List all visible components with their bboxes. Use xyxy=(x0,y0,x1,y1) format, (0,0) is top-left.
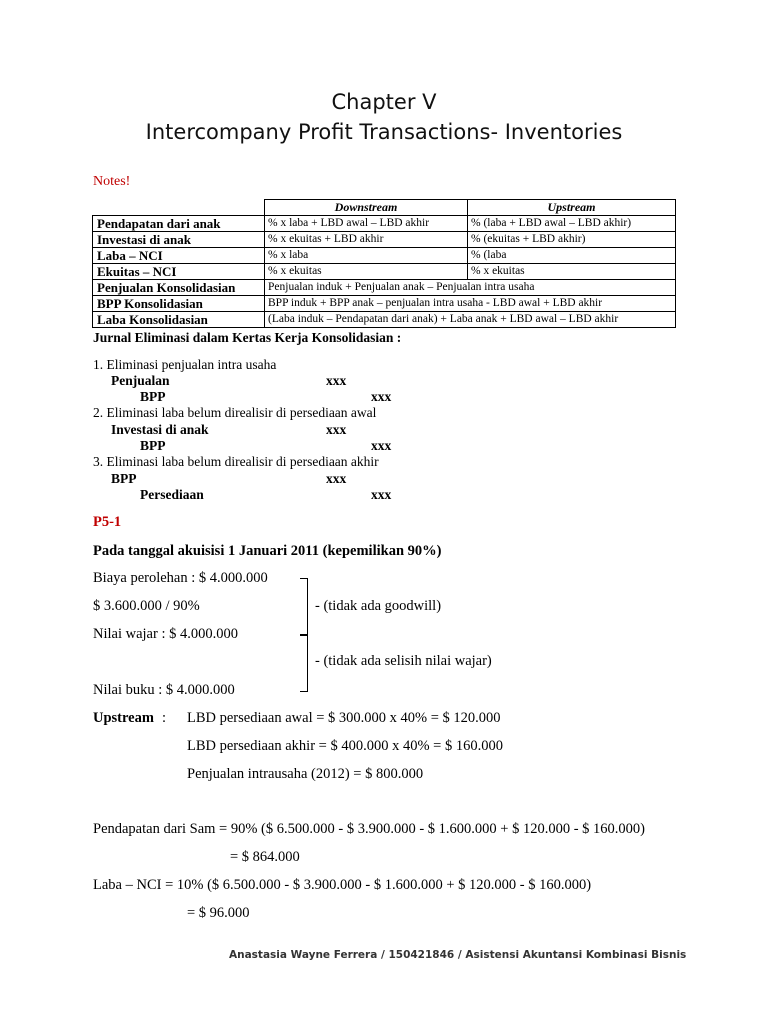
jurnal-item-1: 1. Eliminasi penjualan intra usaha xyxy=(93,357,277,372)
table-row xyxy=(93,296,676,312)
selisih-note: - (tidak ada selisih nilai wajar) xyxy=(315,653,492,669)
laba-nci: Laba – NCI = 10% ($ 6.500.000 - $ 3.900.000 - $ 1.600.000 + $ 120.000 - $ 160.000) xyxy=(93,877,592,893)
row-label: Laba – NCI xyxy=(93,248,265,264)
row-label: Ekuitas – NCI xyxy=(93,264,265,280)
table-row xyxy=(93,216,676,232)
jurnal-credit-amt-3: xxx xyxy=(371,487,392,502)
jurnal-item-3: 3. Eliminasi laba belum direalisir di persediaan akhir xyxy=(93,454,379,469)
problem-heading: Pada tanggal akuisisi 1 Januari 2011 (kepemilikan 90%) xyxy=(93,543,442,559)
jurnal-debit-3: BPP xyxy=(111,471,137,486)
cell-upstream: % (laba + LBD awal – LBD akhir) xyxy=(468,216,676,232)
table-row xyxy=(93,264,676,280)
chapter-subtitle: Intercompany Profit Transactions- Inventories xyxy=(145,120,623,144)
pendapatan-dari-sam: Pendapatan dari Sam = 90% ($ 6.500.000 - $ 3.900.000 - $ 1.600.000 + $ 120.000 - $ 160.000) xyxy=(93,821,645,837)
jurnal-debit-2: Investasi di anak xyxy=(111,422,209,437)
cell-span: (Laba induk – Pendapatan dari anak) + Laba anak + LBD awal – LBD akhir xyxy=(265,312,676,328)
row-label: Laba Konsolidasian xyxy=(93,312,265,328)
upstream-colon: : xyxy=(162,710,167,726)
jurnal-credit-1: BPP xyxy=(140,389,166,404)
jurnal-credit-amt-1: xxx xyxy=(371,389,392,404)
cell-upstream: % (ekuitas + LBD akhir) xyxy=(468,232,676,248)
brace-selisih xyxy=(300,634,308,692)
problem-label: P5-1 xyxy=(93,514,122,530)
table-header-blank xyxy=(93,200,265,216)
brace-goodwill xyxy=(300,578,308,636)
goodwill-note: - (tidak ada goodwill) xyxy=(315,598,442,614)
cell-span: Penjualan induk + Penjualan anak – Penjualan intra usaha xyxy=(265,280,676,296)
lbd-awal: LBD persediaan awal = $ 300.000 x 40% = $ 120.000 xyxy=(187,710,501,726)
jurnal-debit-1: Penjualan xyxy=(111,373,170,388)
table-row xyxy=(93,312,676,328)
pendapatan-result: = $ 864.000 xyxy=(230,849,300,865)
chapter-title: Chapter V xyxy=(331,90,437,114)
row-label: Penjualan Konsolidasian xyxy=(93,280,265,296)
row-label: Investasi di anak xyxy=(93,232,265,248)
laba-nci-result: = $ 96.000 xyxy=(187,905,250,921)
table-row xyxy=(93,232,676,248)
cell-upstream: % (laba xyxy=(468,248,676,264)
cell-span: BPP induk + BPP anak – penjualan intra usaha - LBD awal + LBD akhir xyxy=(265,296,676,312)
table-header-upstream: Upstream xyxy=(468,200,676,216)
jurnal-heading: Jurnal Eliminasi dalam Kertas Kerja Konsolidasian : xyxy=(93,330,402,345)
cell-downstream: % x ekuitas xyxy=(265,264,468,280)
jurnal-debit-amt-2: xxx xyxy=(326,422,347,437)
jurnal-credit-3: Persediaan xyxy=(140,487,204,502)
cell-downstream: % x laba xyxy=(265,248,468,264)
row-label: Pendapatan dari anak xyxy=(93,216,265,232)
biaya-perolehan: Biaya perolehan : $ 4.000.000 xyxy=(93,570,268,586)
division-line: $ 3.600.000 / 90% xyxy=(93,598,200,614)
notes-label: Notes! xyxy=(93,174,131,189)
page-footer: Anastasia Wayne Ferrera / 150421846 / Asistensi Akuntansi Kombinasi Bisnis xyxy=(229,949,687,961)
jurnal-debit-amt-3: xxx xyxy=(326,471,347,486)
jurnal-debit-amt-1: xxx xyxy=(326,373,347,388)
row-label: BPP Konsolidasian xyxy=(93,296,265,312)
table-row xyxy=(93,280,676,296)
table-header-row xyxy=(93,200,676,216)
lbd-akhir: LBD persediaan akhir = $ 400.000 x 40% = $ 160.000 xyxy=(187,738,503,754)
nilai-buku: Nilai buku : $ 4.000.000 xyxy=(93,682,235,698)
cell-downstream: % x ekuitas + LBD akhir xyxy=(265,232,468,248)
summary-table xyxy=(92,199,676,328)
nilai-wajar: Nilai wajar : $ 4.000.000 xyxy=(93,626,238,642)
jurnal-credit-amt-2: xxx xyxy=(371,438,392,453)
jurnal-item-2: 2. Eliminasi laba belum direalisir di persediaan awal xyxy=(93,405,377,420)
table-row xyxy=(93,248,676,264)
cell-downstream: % x laba + LBD awal – LBD akhir xyxy=(265,216,468,232)
cell-upstream: % x ekuitas xyxy=(468,264,676,280)
penjualan-intrausaha: Penjualan intrausaha (2012) = $ 800.000 xyxy=(187,766,424,782)
jurnal-credit-2: BPP xyxy=(140,438,166,453)
upstream-label: Upstream xyxy=(93,710,154,726)
table-header-downstream: Downstream xyxy=(265,200,468,216)
